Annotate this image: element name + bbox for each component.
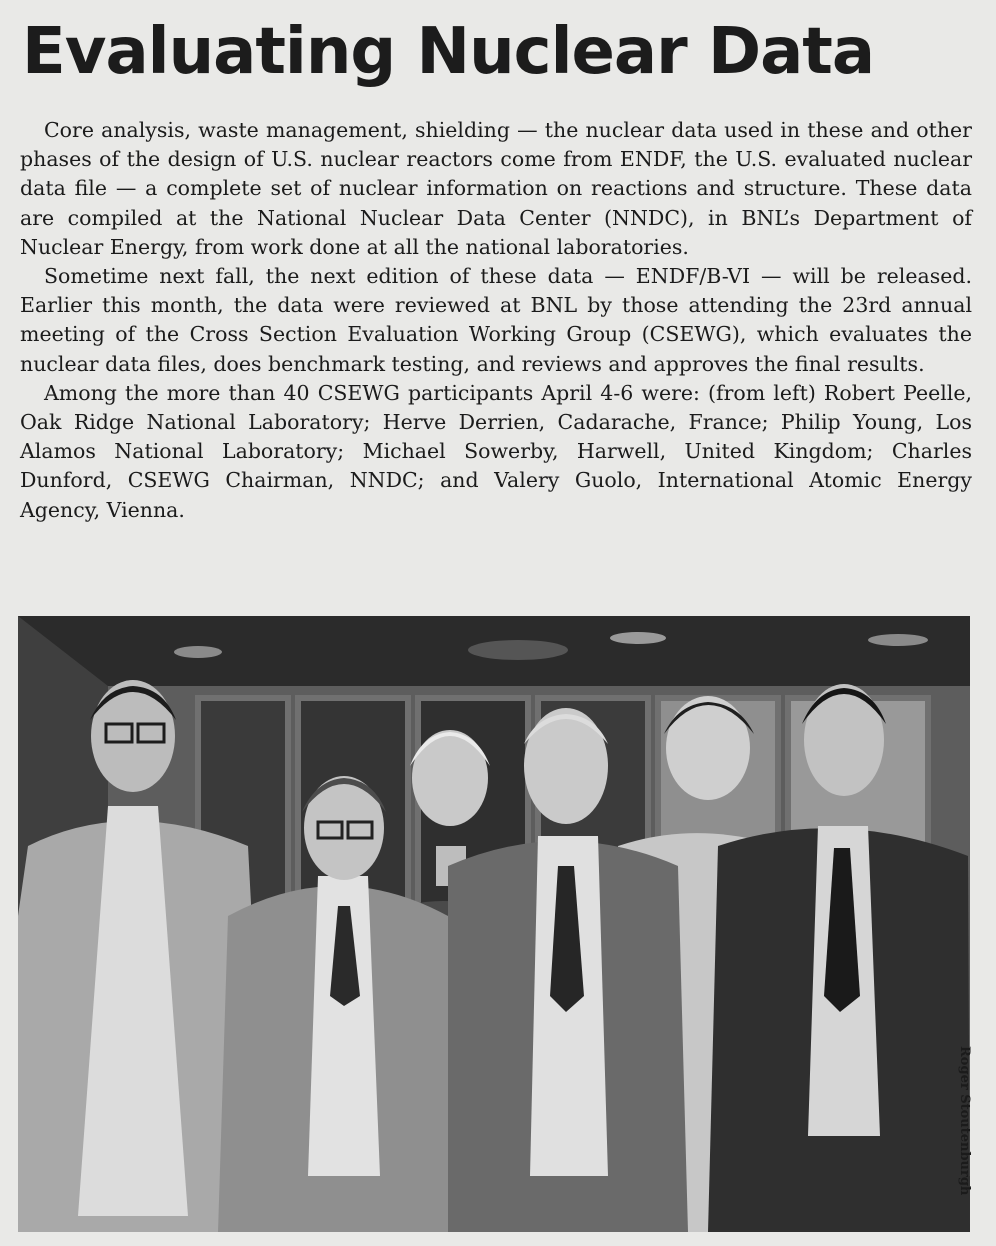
article-body xyxy=(20,116,972,525)
paragraph: Sometime next fall, the next edition of these data — ENDF/B-VI — will be released. Earlier this month, the data were reviewed at BNL by those attending the 23rd annual meeting of the Cross Section Evaluation Working Group (CSEWG), which evaluates the nuclear data files, does benchmark testing, and reviews and approves the final results. xyxy=(20,264,972,376)
group-photo-illustration xyxy=(18,616,970,1232)
photo-credit: Roger Stoutenburgh xyxy=(957,1046,972,1196)
paragraph: Among the more than 40 CSEWG participants April 4-6 were: (from left) Robert Peelle, Oak Ridge National Laboratory; Herve Derrien, Cadarache, France; Philip Young, Los Alamos National Laboratory; Michael Sowerby, Harwell, United Kingdom; Charles Dunford, CSEWG Chairman, NNDC; and Valery Guolo, International Atomic Energy Agency, Vienna. xyxy=(20,380,972,522)
group-photo xyxy=(18,616,970,1232)
ceiling-light xyxy=(174,646,222,658)
paragraph: Core analysis, waste management, shielding — the nuclear data used in these and other phases of the design of U.S. nuclear reactors come from ENDF, the U.S. evaluated nuclear data file — a complete set of nuclear information on reactions and structure. These data are compiled at the National Nuclear Data Center (NNDC), in BNL’s Department of Nuclear Energy, from work done at all the national laboratories. xyxy=(20,118,972,259)
ceiling-light xyxy=(610,632,666,644)
ceiling-light xyxy=(468,640,568,660)
ceiling-light xyxy=(868,634,928,646)
article-title: Evaluating Nuclear Data xyxy=(22,15,875,89)
